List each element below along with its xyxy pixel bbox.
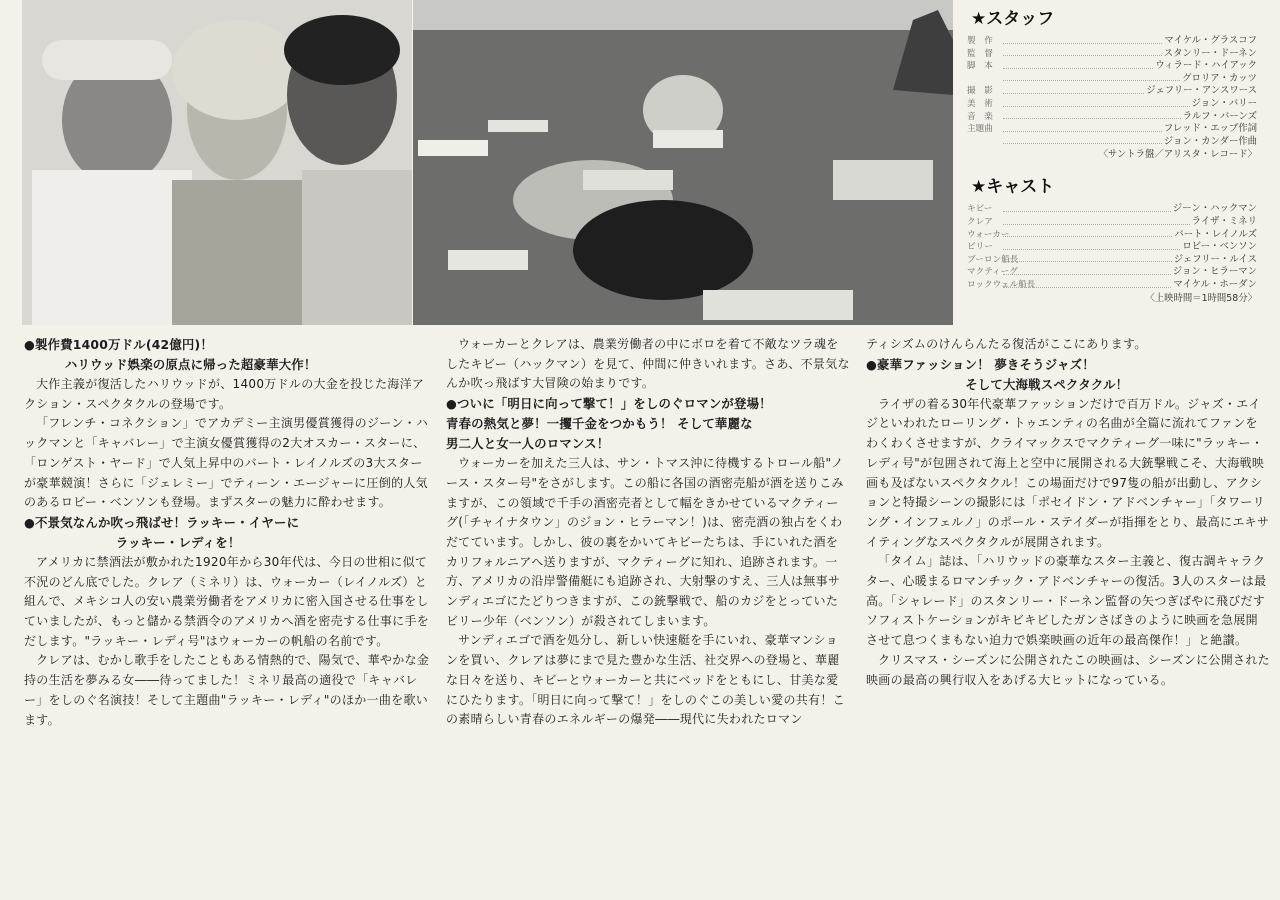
dot-leader (1003, 216, 1190, 225)
cast-name: バート・レイノルズ (1174, 228, 1257, 240)
dot-leader (1003, 60, 1153, 69)
cast-name: ライザ・ミネリ (1191, 215, 1257, 227)
staff-role: 美 術 (967, 98, 993, 109)
sea-battle-illustration (413, 0, 953, 325)
cast-name: ジーン・ハックマン (1172, 203, 1257, 215)
credits-panel (963, 0, 1263, 330)
paragraph: 大作主義が復活したハリウッドが、1400万ドルの大金を投じた海洋アクション・スペクタクルの登場です。 (24, 377, 425, 411)
staff-role: 監 督 (967, 48, 993, 59)
headline-romance-sub: 青春の熱気と夢！一攫千金をつかもう！ そして華麗な (446, 416, 753, 432)
staff-row (963, 111, 1263, 124)
staff-row (963, 73, 1263, 86)
paragraph: ティシズムのけんらんたる復活がここにあります。 (866, 337, 1147, 351)
dot-leader (1003, 48, 1162, 57)
soundtrack-note: 〈サントラ盤／アリスタ・レコード〉 (1098, 149, 1257, 161)
dot-leader (1003, 123, 1162, 132)
staff-role (963, 73, 1001, 86)
staff-row (963, 123, 1263, 136)
dot-leader (1003, 229, 1172, 238)
article-column-1 (24, 335, 434, 730)
paragraph: クリスマス・シーズンに公開されたこの映画は、シーズンに公開された映画の最高の興行収入をあげる大ヒットになっている。 (866, 652, 1270, 687)
cast-photo (22, 0, 412, 325)
staff-role: 脚 本 (967, 61, 993, 72)
cast-row (963, 203, 1263, 216)
headline-budget-sub: ハリウッド娯楽の原点に帰った超豪華大作！ (64, 357, 317, 372)
dot-leader (1003, 136, 1162, 145)
headline-lucky: ●不景気なんか吹っ飛ばせ！ラッキー・イヤーに (24, 514, 300, 530)
cast-heading: ★キャスト (971, 177, 1055, 198)
cast-row (963, 216, 1263, 229)
staff-heading: ★スタッフ (971, 9, 1055, 29)
cast-row (963, 254, 1263, 267)
dot-leader (1003, 111, 1181, 120)
staff-role: 主題曲 (967, 124, 993, 135)
staff-role: 音 楽 (967, 111, 993, 122)
cast-role: ブーロン船長 (967, 254, 1019, 265)
staff-name: グロリア・カッツ (1182, 72, 1257, 84)
headline-romance-sub2: 男二人と女一人のロマンス！ (446, 436, 610, 452)
cast-name: マイケル・ホーダン (1173, 278, 1257, 290)
paragraph: クレアは、むかし歌手をしたこともある情熱的で、陽気で、華やかな金持の生活を夢みる女――待ってました！ミネリ最高の適役で「キャバレー」をしのぐ名演技！そして主題曲"ラッキー・レディ"のほか一曲を歌います。 (24, 653, 430, 727)
staff-row (963, 136, 1263, 149)
staff-row (963, 85, 1263, 98)
paragraph: ライザの着る30年代豪華ファッションだけで百万ドル。ジャズ・エイジといわれたローリング・トゥエンティの名曲が全篇に流れてファンをわくわくさせますが、クライマックスでマクティーグ一味に"ラッキー・レディ号"が包囲されて海上と空中に展開される大銃撃戦こそ、大海戦映画も及ばないスペクタクル！この場面だけで97隻の船が出動し、アクションと特撮シーンの撮影には「ポセイドン・アドベンチャー」「タワーリング・インフェルノ」のポール・ステイダーが指揮をとり、最高にエキサイティングなスペクタクルが展開されます。 (866, 396, 1270, 549)
staff-name: ジェフリー・アンスワース (1146, 85, 1257, 97)
headline-budget: ●製作費1400万ドル(42億円)！ (24, 337, 213, 352)
cast-role: マクティーグ (967, 267, 1018, 278)
cast-name: ロビー・ベンソン (1182, 241, 1257, 253)
headline-fashion-sub: そして大海戦スペクタクル！ (965, 376, 1129, 392)
dot-leader (1003, 254, 1172, 263)
dot-leader (1003, 203, 1171, 212)
paragraph: 「タイム」誌は、「ハリウッドの豪華なスター主義と、復古調キャラクター、心暖まるロマンチック・アドベンチャーの復活。3人のスターは最高。「シャレード」のスタンリー・ドーネン監督の矢つぎばやに飛びだすソフィストケーションがキビキビしたガンさばきのように映画を急展開させて息つくまもない迫力で娯楽映画の近年の最高傑作！」と絶讃。 (866, 554, 1267, 648)
dot-leader (1003, 279, 1171, 288)
staff-role: 撮 影 (967, 86, 993, 97)
staff-name: スタンリー・ドーネン (1163, 47, 1257, 59)
article-column-2 (446, 335, 850, 730)
staff-role: 製 作 (967, 36, 993, 46)
dot-leader (1003, 35, 1162, 44)
staff-row (963, 48, 1263, 61)
staff-name: ラルフ・バーンズ (1182, 110, 1257, 122)
cast-list (963, 203, 1263, 291)
cast-role: ビリー (967, 242, 993, 253)
cast-role: キビー (967, 204, 993, 215)
cast-row (963, 266, 1263, 279)
cast-name: ジェフリー・ルイス (1173, 253, 1257, 265)
dot-leader (1003, 241, 1180, 250)
staff-name: ジョン・バリー (1191, 97, 1257, 109)
dot-leader (1003, 85, 1144, 94)
sea-battle-photo (413, 0, 953, 325)
paragraph: ウォーカーを加えた三人は、サン・トマス沖に待機するトロール船"ノース・スター号"をさがします。この船に各国の酒密売船が酒を送りこみますが、この領域で千手の酒密売者として幅をきかせているマクティーグ(「チャイナタウン」のジョン・ヒラーマン！)は、密売酒の独占をくわだてています。しかし、彼の裏をかいてキビーたちは、手にいれた酒をカリフォルニアへ送りますが、マクティーグに知れ、追跡されます。一方、アメリカの沿岸警備艇にも追跡され、大射撃のすえ、三人は無事サンディエゴにたどりつきますが、この銃撃戦で、船のカジをとっていたビリー少年（ベンソン）が殺されてしまいます。 (446, 456, 844, 628)
dot-leader (1003, 266, 1171, 275)
cast-row (963, 279, 1263, 292)
cast-row (963, 241, 1263, 254)
paragraph: 「フレンチ・コネクション」でアカデミー主演男優賞獲得のジーン・ハックマンと「キャバレー」で主演女優賞獲得の2大オスカー・スターに、「ロンゲスト・ヤード」で人気上昇中のバート・レイノルズの3大スターが豪華競演！さらに「ジェレミー」でティーン・エージャーに圧倒的人気のあるロビー・ベンソンも登場。まずスターの魅力に酔わせます。 (24, 416, 429, 510)
cast-name: ジョン・ヒラーマン (1172, 266, 1257, 278)
staff-name: ウィラード・ハイアック (1155, 60, 1257, 72)
article-column-3 (866, 335, 1270, 690)
paragraph: サンディエゴで酒を処分し、新しい快速艇を手にいれ、豪華マンションを買い、クレアは夢にまで見た豊かな生活、社交界への登場と、華麗な日々を送り、キビーとウォーカーと共にベッドをともにし、甘美な愛にひたります。「明日に向って撃て！」をしのぐこの美しい愛の共有！この素晴らしい青春のエネルギーの爆発――現代に失われたロマン (446, 633, 845, 727)
runtime-note: 〈上映時間＝1時間58分〉 (1145, 292, 1257, 304)
staff-row (963, 35, 1263, 48)
staff-list (963, 35, 1263, 148)
staff-row (963, 98, 1263, 111)
cast-role: クレア (967, 216, 993, 227)
cast-row (963, 229, 1263, 242)
cast-role: ウォーカー (967, 229, 1010, 240)
paragraph: ウォーカーとクレアは、農業労働者の中にボロを着て不敵なツラ魂をしたキビー（ハックマン）を見て、仲間に仲きいれます。さあ、不景気なんか吹っ飛ばす大冒険の始まりです。 (446, 337, 850, 391)
headline-lucky-sub: ラッキー・レディを！ (115, 534, 241, 550)
headline-fashion: ●豪華ファッション！ 夢きそうジャズ！ (866, 356, 1095, 372)
staff-role (963, 136, 1001, 149)
staff-name: マイケル・グラスコフ (1164, 35, 1257, 46)
cast-role: ロックウェル船長 (967, 279, 1036, 290)
staff-row (963, 60, 1263, 73)
cast-photo-illustration (22, 0, 412, 325)
dot-leader (1003, 98, 1190, 107)
staff-name: ジョン・カンダー作曲 (1163, 135, 1257, 147)
paragraph: アメリカに禁酒法が敷かれた1920年から30年代は、今日の世相に似て不況のどん底でした。クレア（ミネリ）は、ウォーカー（レイノルズ）と組んで、メキシコ人の安い農業労働者をアメリカに密入国させる仕事をしていましたが、もっと儲かる禁酒令のアメリカへ酒を密売する仕事に手をだします。"ラッキー・レディ号"はウォーカーの帆船の名前です。 (24, 554, 430, 648)
staff-name: フレッド・エッブ作詞 (1163, 123, 1257, 135)
headline-romance: ●ついに「明日に向って撃て！」をしのぐロマンが登場！ (446, 396, 772, 412)
dot-leader (1003, 73, 1180, 82)
